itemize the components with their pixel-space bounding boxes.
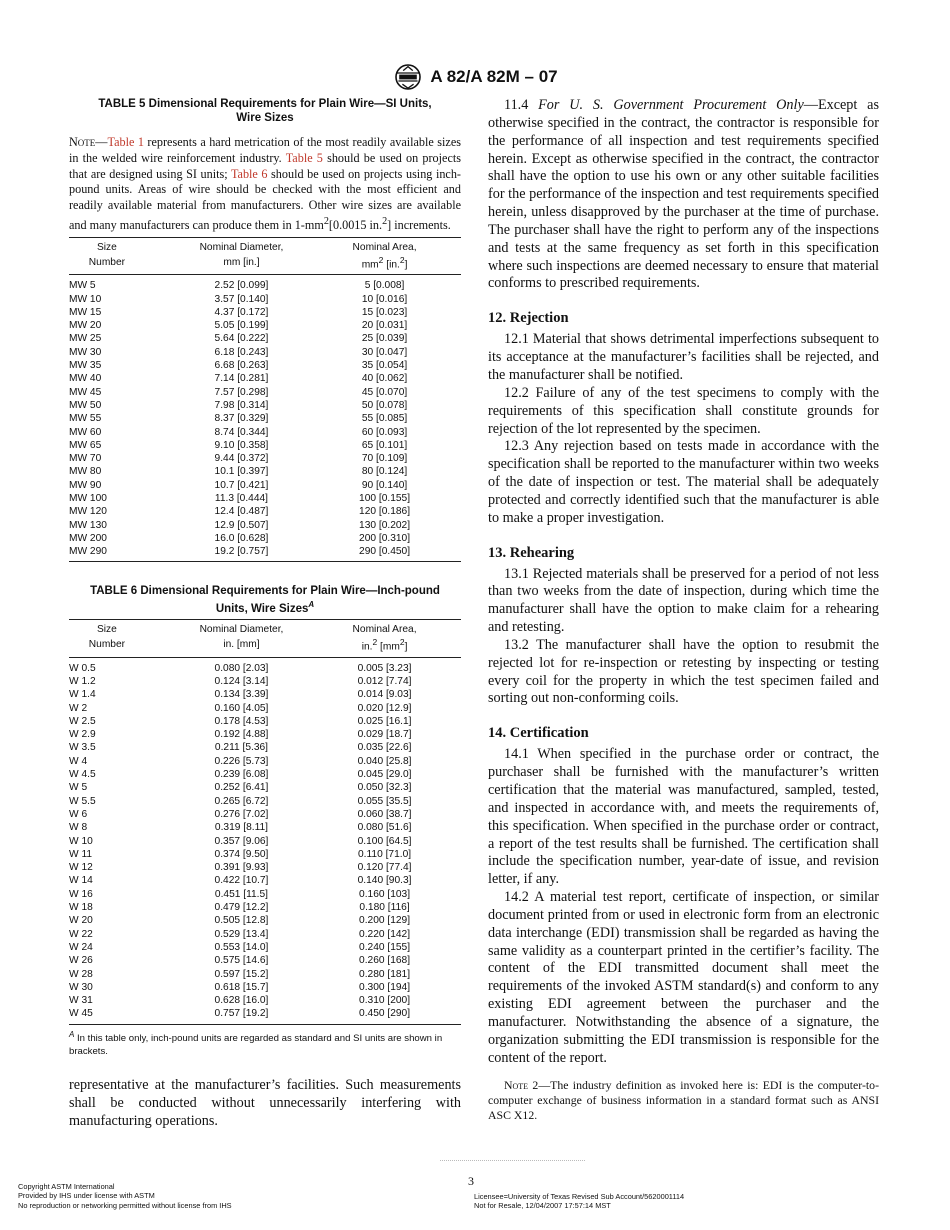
area-cell: 0.035 [22.6] <box>357 742 412 754</box>
size-cell: W 20 <box>69 915 93 927</box>
size-cell: W 22 <box>69 928 93 940</box>
col-header <box>69 237 175 254</box>
col-header-text: Nominal Area, <box>352 241 417 253</box>
area-cell: 0.050 [32.3] <box>357 782 412 794</box>
area-cell: 200 [0.310] <box>359 532 411 544</box>
table-row <box>69 412 461 425</box>
col-header-text: [mm <box>377 641 400 653</box>
table-row <box>69 954 461 967</box>
area-cell: 0.310 [200] <box>359 995 411 1007</box>
note-text: [0.0015 in. <box>328 218 383 233</box>
col-header-text: in. <box>361 641 373 653</box>
area-cell: 5 [0.008] <box>364 280 405 292</box>
area-cell: 55 [0.085] <box>361 413 408 425</box>
footer-reproduction: No reproduction or networking permitted without license from IHS <box>18 1200 232 1210</box>
diameter-cell: 0.134 [3.39] <box>214 689 269 701</box>
table-row <box>69 657 461 675</box>
area-cell: 0.100 [64.5] <box>357 835 412 847</box>
left-column <box>69 97 461 1130</box>
size-cell: MW 45 <box>69 386 102 398</box>
size-cell: W 11 <box>69 848 93 860</box>
size-cell: MW 100 <box>69 492 107 504</box>
table-row <box>69 306 461 319</box>
footer-divider <box>440 1160 585 1161</box>
area-cell: 80 [0.124] <box>361 466 408 478</box>
size-cell: MW 5 <box>69 280 96 292</box>
diameter-cell: 0.391 [9.93] <box>214 862 269 874</box>
footer-right <box>474 1192 684 1211</box>
paragraph-14-2: 14.2 A material test report, certificate of inspection, or similar document printed from or used in electronic form from an electronic data interchange (EDI) transmission shall be regarded as having the same validity as a counterpart printed in the certifier’s facility. The content of the EDI transmitted document shall meet the requirements of the invoked ASTM standard(s) and conform to any existing EDI agreement between the purchaser and the manufacturer. Notwithstanding the absence of a signature, the organization submitting the EDI transmission is responsible for the content of the report. <box>488 889 879 1066</box>
table-row <box>69 728 461 741</box>
table6-title-line2 <box>69 598 461 616</box>
table5-body <box>69 275 461 562</box>
table-row <box>69 768 461 781</box>
diameter-cell: 11.3 [0.444] <box>214 492 268 504</box>
para-number: 11.4 <box>504 97 539 113</box>
size-cell: W 2.9 <box>69 729 96 741</box>
area-cell: 0.080 [51.6] <box>357 822 412 834</box>
page-number: 3 <box>468 1174 474 1188</box>
note-text: ] increments. <box>387 218 451 233</box>
diameter-cell: 8.74 [0.344] <box>214 426 269 438</box>
diameter-cell: 0.192 [4.88] <box>214 729 269 741</box>
table-row <box>69 941 461 954</box>
table-row <box>69 821 461 834</box>
table-row <box>69 346 461 359</box>
col-header-text: Number <box>88 639 126 651</box>
table5-note <box>69 135 461 234</box>
table6-body <box>69 657 461 1024</box>
col-header-text: Nominal Area, <box>352 624 417 636</box>
size-cell: W 30 <box>69 981 93 993</box>
table-row <box>69 888 461 901</box>
size-cell: W 3.5 <box>69 742 96 754</box>
size-cell: MW 200 <box>69 532 107 544</box>
para-text: —Except as otherwise specified in the contract, the contractor is responsible for the performance of all inspection and test requirements specified herein. Except as otherwise specified in the contract, the contractor shall have the option to use his own or any other suitable facilities for the performance of the inspection and test requirements specified herein, unless disapproved by the purchaser at the time of purchase. The purchaser shall have the right to perform any of the inspections and tests at the same frequency as set forth in this specification where such inspections are deemed necessary to ensure that material conforms to prescribed requirements. <box>488 97 879 292</box>
diameter-cell: 0.252 [6.41] <box>214 782 269 794</box>
table-row <box>69 968 461 981</box>
area-cell: 0.012 [7.74] <box>357 675 412 687</box>
table-row <box>69 715 461 728</box>
area-cell: 0.240 [155] <box>359 941 411 953</box>
col-header-text: mm [in.] <box>223 257 260 269</box>
table-row <box>69 795 461 808</box>
table-row <box>69 386 461 399</box>
size-cell: W 4 <box>69 755 88 767</box>
paragraph-13-2: 13.2 The manufacturer shall have the option to resubmit the rejected lot for re-inspection or retesting by inspecting or testing every coil for the property in which the test specimen failed and sorting out non-conforming coils. <box>488 636 879 707</box>
table6-title-line1: TABLE 6 Dimensional Requirements for Plain Wire—Inch-pound <box>90 585 440 598</box>
diameter-cell: 0.757 [19.2] <box>175 1007 308 1024</box>
size-cell: MW 80 <box>69 466 102 478</box>
size-cell: MW 30 <box>69 346 102 358</box>
col-header-text: Size <box>97 241 117 253</box>
col-header-text: [in. <box>383 259 400 271</box>
footnote-text: In this table only, inch-pound units are regarded as standard and SI units are shown in brackets. <box>69 1032 443 1057</box>
col-header-text: Size <box>97 624 117 636</box>
area-cell: 45 [0.070] <box>361 386 408 398</box>
area-cell: 10 [0.016] <box>361 293 408 305</box>
diameter-cell: 0.357 [9.06] <box>214 835 269 847</box>
area-cell: 90 [0.140] <box>361 479 408 491</box>
diameter-cell: 12.4 [0.487] <box>214 506 269 518</box>
paragraph-14-1: 14.1 When specified in the purchase order or contract, the purchaser shall be furnished with the manufacturer’s written certification that the material was manufactured, sampled, tested, and inspected in accordance with, and meets the requirements of, this specification. When specified in the purchase order or contract, a report of the test results shall be furnished. The certification shall include the specification number, year-date of issue, and revision letter, if any. <box>488 746 879 888</box>
footer-license: Provided by IHS under license with ASTM <box>18 1191 155 1201</box>
table-row <box>69 332 461 345</box>
diameter-cell: 0.211 [5.36] <box>214 742 268 754</box>
col-header-text: mm <box>361 259 379 271</box>
table-row <box>69 519 461 532</box>
area-cell: 0.200 [129] <box>359 915 411 927</box>
table5-link[interactable]: Table 5 <box>285 150 323 165</box>
table1-link[interactable]: Table 1 <box>107 135 144 149</box>
size-cell: W 2.5 <box>69 715 96 727</box>
table-row <box>69 545 461 562</box>
size-cell: MW 60 <box>69 426 102 438</box>
table-row <box>69 688 461 701</box>
diameter-cell: 0.226 [5.73] <box>214 755 269 767</box>
table5-title <box>69 97 461 125</box>
col-header <box>69 254 175 275</box>
table-row <box>69 492 461 505</box>
diameter-cell: 0.080 [2.03] <box>214 662 269 674</box>
size-cell: W 16 <box>69 888 93 900</box>
note-text: should be used on projects using inch-pound units. Areas of wire should be checked with the most efficient and readily available material from manufacturers. Other wire sizes are available and many manufacturers can produce them in 1-mm <box>69 166 461 233</box>
col-header-text: ] <box>404 641 408 653</box>
col-header-sup: 2 <box>399 254 405 265</box>
table6 <box>69 619 461 1024</box>
area-cell: 100 [0.155] <box>359 492 411 504</box>
table-row <box>69 426 461 439</box>
size-cell: W 24 <box>69 941 93 953</box>
size-cell: MW 120 <box>69 506 107 518</box>
size-cell: MW 35 <box>69 360 102 372</box>
area-cell: 0.020 [12.9] <box>357 702 412 714</box>
size-cell: MW 40 <box>69 373 102 385</box>
table-row <box>69 675 461 688</box>
diameter-cell: 2.52 [0.099] <box>214 280 269 292</box>
section-12-heading: 12. Rejection <box>488 310 569 327</box>
area-cell: 120 [0.186] <box>359 506 411 518</box>
table-row <box>69 835 461 848</box>
diameter-cell: 0.529 [13.4] <box>214 928 269 940</box>
size-cell: W 26 <box>69 955 93 967</box>
note-2 <box>488 1078 879 1123</box>
area-cell: 60 [0.093] <box>361 426 408 438</box>
note-label: Note 2 <box>504 1077 539 1092</box>
table-row <box>69 399 461 412</box>
diameter-cell: 0.374 [9.50] <box>214 848 269 860</box>
size-cell: W 2 <box>69 702 88 714</box>
diameter-cell: 0.451 [11.5] <box>214 888 268 900</box>
diameter-cell: 7.98 [0.314] <box>214 399 269 411</box>
area-cell: 30 [0.047] <box>361 346 408 358</box>
diameter-cell: 0.505 [12.8] <box>214 915 269 927</box>
size-cell: W 45 <box>69 1007 175 1024</box>
diameter-cell: 7.57 [0.298] <box>214 386 269 398</box>
size-cell: MW 55 <box>69 413 102 425</box>
area-cell: 0.260 [168] <box>359 955 411 967</box>
size-cell: W 5 <box>69 782 88 794</box>
diameter-cell: 9.44 [0.372] <box>214 453 269 465</box>
note-text: —The industry definition as invoked here is: EDI is the computer-to-computer exchange of business information in a standard format such as ANSI ASC X12. <box>488 1077 880 1122</box>
table-row <box>69 861 461 874</box>
col-header <box>308 237 461 254</box>
diameter-cell: 0.479 [12.2] <box>214 902 269 914</box>
col-header <box>308 620 461 637</box>
diameter-cell: 0.597 [15.2] <box>214 968 269 980</box>
size-cell: W 1.4 <box>69 689 96 701</box>
table-row <box>69 372 461 385</box>
note-sup: 2 <box>323 215 329 227</box>
diameter-cell: 12.9 [0.507] <box>214 519 269 531</box>
table6-title-text: Units, Wire Sizes <box>215 603 309 616</box>
diameter-cell: 0.178 [4.53] <box>214 715 269 727</box>
table-row <box>69 479 461 492</box>
diameter-cell: 0.575 [14.6] <box>214 955 269 967</box>
table-row <box>69 994 461 1007</box>
table-row <box>69 465 461 478</box>
area-cell: 35 [0.054] <box>361 360 408 372</box>
size-cell: MW 90 <box>69 479 102 491</box>
paragraph-11-4 <box>488 97 879 293</box>
right-column <box>488 97 879 1123</box>
size-cell: W 14 <box>69 875 93 887</box>
diameter-cell: 0.553 [14.0] <box>214 941 269 953</box>
area-cell: 0.025 [16.1] <box>357 715 412 727</box>
table5-title-line1: TABLE 5 Dimensional Requirements for Plain Wire—SI Units, <box>98 98 432 110</box>
size-cell: W 18 <box>69 902 93 914</box>
table6-footnote <box>69 1028 461 1058</box>
col-header <box>175 636 308 657</box>
diameter-cell: 7.14 [0.281] <box>214 373 269 385</box>
col-header-text: Number <box>88 257 126 269</box>
diameter-cell: 0.276 [7.02] <box>214 808 269 820</box>
paragraph-13-1: 13.1 Rejected materials shall be preserved for a period of not less than two weeks from the date of inspection, during which time the manufacturer shall have the option to make claim for a rehearing and retesting. <box>488 565 879 636</box>
note-text: — <box>95 135 108 149</box>
area-cell: 0.180 [116] <box>359 902 410 914</box>
col-header <box>175 620 308 637</box>
section-13-heading: 13. Rehearing <box>488 544 575 561</box>
table-row <box>69 755 461 768</box>
table-row <box>69 928 461 941</box>
note-text: should be used on projects that are designed using SI units; <box>69 150 461 181</box>
diameter-cell: 5.05 [0.199] <box>214 320 269 332</box>
section-14-heading: 14. Certification <box>488 725 589 742</box>
footer-resale: Not for Resale, 12/04/2007 17:57:14 MST <box>474 1201 611 1211</box>
table-row <box>69 781 461 794</box>
area-cell: 70 [0.109] <box>361 453 408 465</box>
size-cell: W 1.2 <box>69 675 96 687</box>
area-cell: 0.014 [9.03] <box>357 689 412 701</box>
diameter-cell: 0.160 [4.05] <box>214 702 269 714</box>
size-cell: MW 70 <box>69 453 102 465</box>
col-header-text: ] <box>404 259 408 271</box>
table-row <box>69 874 461 887</box>
area-cell: 20 [0.031] <box>361 320 408 332</box>
diameter-cell: 16.0 [0.628] <box>214 532 269 544</box>
area-cell: 0.110 [71.0] <box>358 848 412 860</box>
footer-licensee: Licensee=University of Texas Revised Sub Account/5620001114 <box>474 1192 685 1201</box>
col-header-sup: 2 <box>372 637 378 648</box>
table-row <box>69 319 461 332</box>
area-cell: 290 [0.450] <box>308 545 461 562</box>
table-row <box>69 901 461 914</box>
diameter-cell: 0.628 [16.0] <box>214 995 269 1007</box>
paragraph-12-2: 12.2 Failure of any of the test specimens to comply with the requirements of this specification shall constitute grounds for rejection of the lot represented by the specimen. <box>488 384 879 437</box>
area-cell: 130 [0.202] <box>359 519 411 531</box>
diameter-cell: 9.10 [0.358] <box>214 439 269 451</box>
size-cell: W 5.5 <box>69 795 96 807</box>
note-sup: 2 <box>382 215 388 227</box>
area-cell: 40 [0.062] <box>361 373 408 385</box>
diameter-cell: 6.68 [0.263] <box>214 360 269 372</box>
area-cell: 0.005 [3.23] <box>357 662 412 674</box>
area-cell: 0.450 [290] <box>308 1007 461 1024</box>
standard-designation: A 82/A 82M – 07 <box>430 67 558 86</box>
table-row <box>69 505 461 518</box>
table-row <box>69 275 461 293</box>
col-header <box>308 254 461 275</box>
table-row <box>69 293 461 306</box>
section11-continuation: representative at the manufacturer’s facilities. Such measurements shall be conducted without unnecessarily interfering with manufacturing operations. <box>69 1076 461 1129</box>
col-header-sup: 2 <box>378 254 384 265</box>
size-cell: MW 20 <box>69 320 102 332</box>
size-cell: MW 15 <box>69 306 102 318</box>
astm-logo-icon <box>392 63 424 91</box>
table-row <box>69 741 461 754</box>
area-cell: 50 [0.078] <box>361 399 408 411</box>
size-cell: W 31 <box>69 995 93 1007</box>
area-cell: 0.220 [142] <box>359 928 411 940</box>
table5 <box>69 237 461 563</box>
size-cell: MW 25 <box>69 333 102 345</box>
table-row <box>69 702 461 715</box>
diameter-cell: 10.7 [0.421] <box>214 479 269 491</box>
size-cell: W 6 <box>69 808 88 820</box>
size-cell: MW 130 <box>69 519 107 531</box>
size-cell: W 8 <box>69 822 88 834</box>
table6-link[interactable]: Table 6 <box>230 166 268 181</box>
size-cell: MW 10 <box>69 293 102 305</box>
diameter-cell: 8.37 [0.329] <box>214 413 269 425</box>
diameter-cell: 0.422 [10.7] <box>214 875 269 887</box>
area-cell: 0.055 [35.5] <box>357 795 412 807</box>
table-row <box>69 981 461 994</box>
area-cell: 0.120 [77.4] <box>357 862 412 874</box>
area-cell: 0.160 [103] <box>359 888 411 900</box>
table-row <box>69 914 461 927</box>
col-header-text: in. [mm] <box>223 639 260 651</box>
col-header <box>308 636 461 657</box>
size-cell: W 28 <box>69 968 93 980</box>
footnote-marker: A <box>308 600 315 610</box>
note-label: Note <box>69 135 96 149</box>
footer-left <box>18 1182 232 1210</box>
table-row <box>69 452 461 465</box>
col-header <box>175 254 308 275</box>
area-cell: 0.045 [29.0] <box>357 769 412 781</box>
paragraph-12-1: 12.1 Material that shows detrimental imperfections subsequent to its acceptance at the manufacturer’s facilities shall be rejected, and the manufacturer shall be notified. <box>488 331 879 383</box>
diameter-cell: 4.37 [0.172] <box>214 306 269 318</box>
col-header <box>175 237 308 254</box>
area-cell: 0.140 [90.3] <box>357 875 412 887</box>
area-cell: 0.280 [181] <box>359 968 411 980</box>
area-cell: 0.040 [25.8] <box>357 755 412 767</box>
area-cell: 0.029 [18.7] <box>357 729 412 741</box>
area-cell: 65 [0.101] <box>361 439 408 451</box>
diameter-cell: 0.618 [15.7] <box>214 981 269 993</box>
table-row <box>69 808 461 821</box>
diameter-cell: 19.2 [0.757] <box>175 545 308 562</box>
col-header-text: Nominal Diameter, <box>199 624 284 636</box>
footer-copyright: Copyright ASTM International <box>18 1182 115 1191</box>
col-header-text: Nominal Diameter, <box>199 241 284 253</box>
table-row <box>69 359 461 372</box>
area-cell: 0.060 [38.7] <box>357 808 412 820</box>
diameter-cell: 0.265 [6.72] <box>214 795 269 807</box>
area-cell: 25 [0.039] <box>361 333 408 345</box>
diameter-cell: 6.18 [0.243] <box>214 346 269 358</box>
footnote-marker: A <box>69 1029 75 1039</box>
diameter-cell: 0.319 [8.11] <box>214 822 268 834</box>
area-cell: 15 [0.023] <box>361 306 408 318</box>
size-cell: MW 65 <box>69 439 102 451</box>
size-cell: MW 290 <box>69 545 175 562</box>
size-cell: MW 50 <box>69 399 102 411</box>
diameter-cell: 0.124 [3.14] <box>214 675 269 687</box>
page-header <box>0 62 950 92</box>
size-cell: W 4.5 <box>69 769 96 781</box>
size-cell: W 10 <box>69 835 93 847</box>
table-row <box>69 848 461 861</box>
table6-title <box>69 584 461 616</box>
size-cell: W 12 <box>69 862 93 874</box>
diameter-cell: 10.1 [0.397] <box>214 466 269 478</box>
diameter-cell: 3.57 [0.140] <box>214 293 269 305</box>
col-header <box>69 636 175 657</box>
col-header <box>69 620 175 637</box>
diameter-cell: 5.64 [0.222] <box>214 333 269 345</box>
para-italic: For U. S. Government Procurement Only <box>538 97 804 113</box>
size-cell: W 0.5 <box>69 662 96 674</box>
diameter-cell: 0.239 [6.08] <box>214 769 269 781</box>
col-header-sup: 2 <box>399 637 405 648</box>
paragraph-12-3: 12.3 Any rejection based on tests made in accordance with the specification shall be reported to the manufacturer within two weeks of the date of inspection or test. The material shall be adequately protected and correctly identified such that the manufacturer is able to make a proper investigation. <box>488 438 879 526</box>
area-cell: 0.300 [194] <box>359 981 411 993</box>
table-row <box>69 439 461 452</box>
table-row <box>69 1007 461 1024</box>
table5-title-line2: Wire Sizes <box>236 112 294 124</box>
table-row <box>69 532 461 545</box>
note-text: represents a hard metrication of the most readily available sizes in the welded wire reinforcement industry. <box>69 135 461 165</box>
